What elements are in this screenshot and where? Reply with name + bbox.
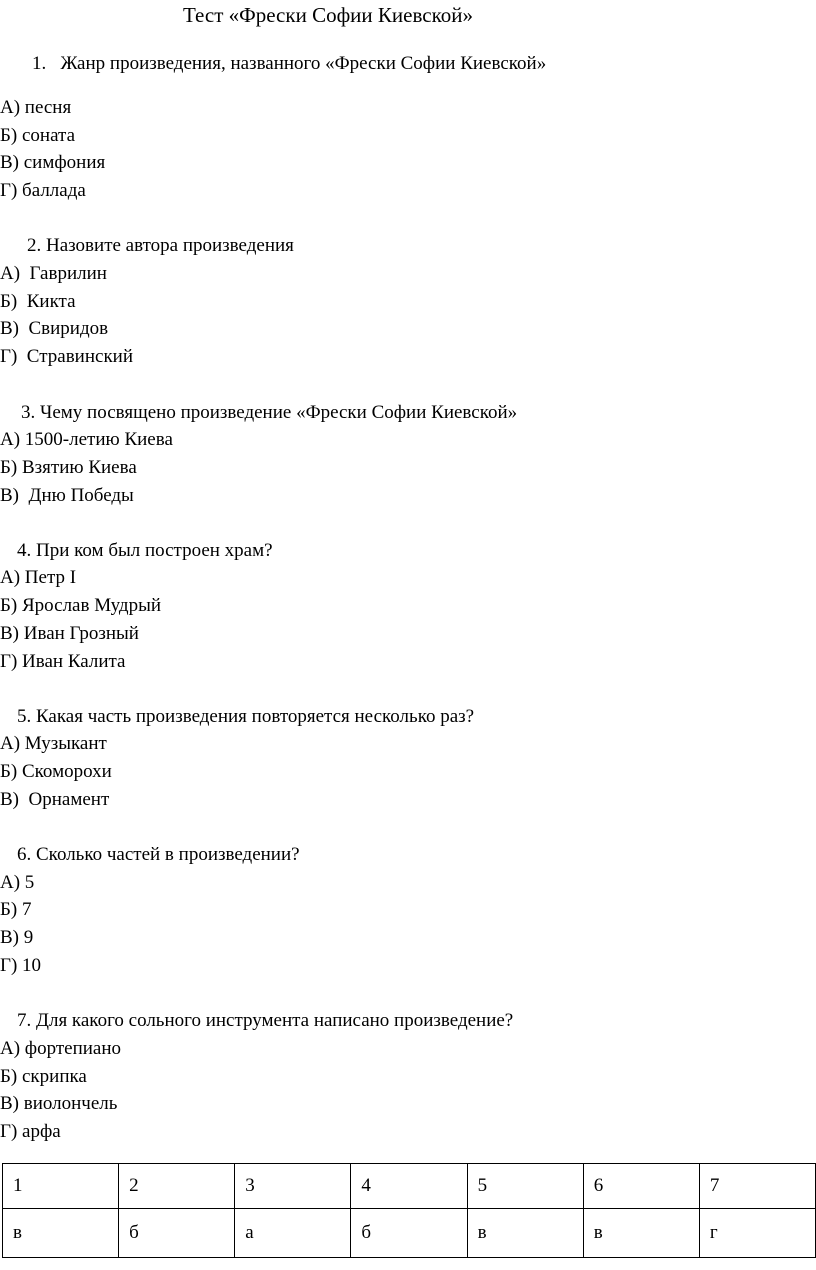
question-4-text: 4. При ком был построен храм?	[17, 540, 273, 561]
question-7-option-a: А) фортепиано	[0, 1038, 122, 1059]
question-3-option-c: В) Дню Победы	[0, 485, 134, 506]
answer-table-answers-row	[3, 1209, 816, 1258]
question-1-option-b: Б) соната	[0, 125, 75, 146]
answer-table-answer: в	[583, 1209, 699, 1258]
question-7-option-c: В) виолончель	[0, 1093, 118, 1114]
question-4-option-d: Г) Иван Калита	[0, 651, 126, 672]
question-5-option-c: В) Орнамент	[0, 789, 110, 810]
question-1-option-a: А) песня	[0, 97, 72, 118]
answer-table-answer: в	[3, 1209, 119, 1258]
question-6-option-a: А) 5	[0, 872, 35, 893]
question-1-text: 1. Жанр произведения, названного «Фрески Софии Киевской»	[32, 53, 547, 74]
answer-table-number: 3	[235, 1164, 351, 1209]
answer-table-number: 7	[699, 1164, 815, 1209]
answer-table-answer: б	[119, 1209, 235, 1258]
question-2-option-b: Б) Кикта	[0, 291, 76, 312]
question-7-option-b: Б) скрипка	[0, 1066, 87, 1087]
answer-table	[2, 1163, 816, 1258]
answer-table-number: 1	[3, 1164, 119, 1209]
question-2-option-a: А) Гаврилин	[0, 263, 107, 284]
question-1-option-c: В) симфония	[0, 152, 106, 173]
question-2-option-d: Г) Стравинский	[0, 346, 134, 367]
question-3-option-a: А) 1500-летию Киева	[0, 429, 173, 450]
question-7-text: 7. Для какого сольного инструмента написано произведение?	[17, 1010, 514, 1031]
answer-table-number: 6	[583, 1164, 699, 1209]
question-4-option-b: Б) Ярослав Мудрый	[0, 595, 162, 616]
question-5-option-a: А) Музыкант	[0, 733, 107, 754]
answer-table-answer: в	[467, 1209, 583, 1258]
question-6-text: 6. Сколько частей в произведении?	[17, 844, 300, 865]
question-5-text: 5. Какая часть произведения повторяется несколько раз?	[17, 706, 475, 727]
question-1-option-d: Г) баллада	[0, 180, 86, 201]
answer-table-answer: б	[351, 1209, 467, 1258]
question-3-option-b: Б) Взятию Киева	[0, 457, 137, 478]
question-5-option-b: Б) Скоморохи	[0, 761, 112, 782]
answer-table-number: 5	[467, 1164, 583, 1209]
question-2-option-c: В) Свиридов	[0, 318, 109, 339]
page-title: Тест «Фрески Софии Киевской»	[183, 3, 473, 27]
question-3-text: 3. Чему посвящено произведение «Фрески Софии Киевской»	[21, 402, 518, 423]
question-6-option-b: Б) 7	[0, 899, 32, 920]
question-7-option-d: Г) арфа	[0, 1121, 61, 1142]
question-6-option-d: Г) 10	[0, 955, 42, 976]
answer-table-number: 4	[351, 1164, 467, 1209]
question-6-option-c: В) 9	[0, 927, 34, 948]
question-4-option-c: В) Иван Грозный	[0, 623, 139, 644]
question-4-option-a: А) Петр I	[0, 567, 77, 588]
question-2-text: 2. Назовите автора произведения	[27, 235, 294, 256]
answer-table-numbers-row	[3, 1164, 816, 1209]
answer-table-number: 2	[119, 1164, 235, 1209]
answer-table-answer: а	[235, 1209, 351, 1258]
answer-table-answer: г	[699, 1209, 815, 1258]
